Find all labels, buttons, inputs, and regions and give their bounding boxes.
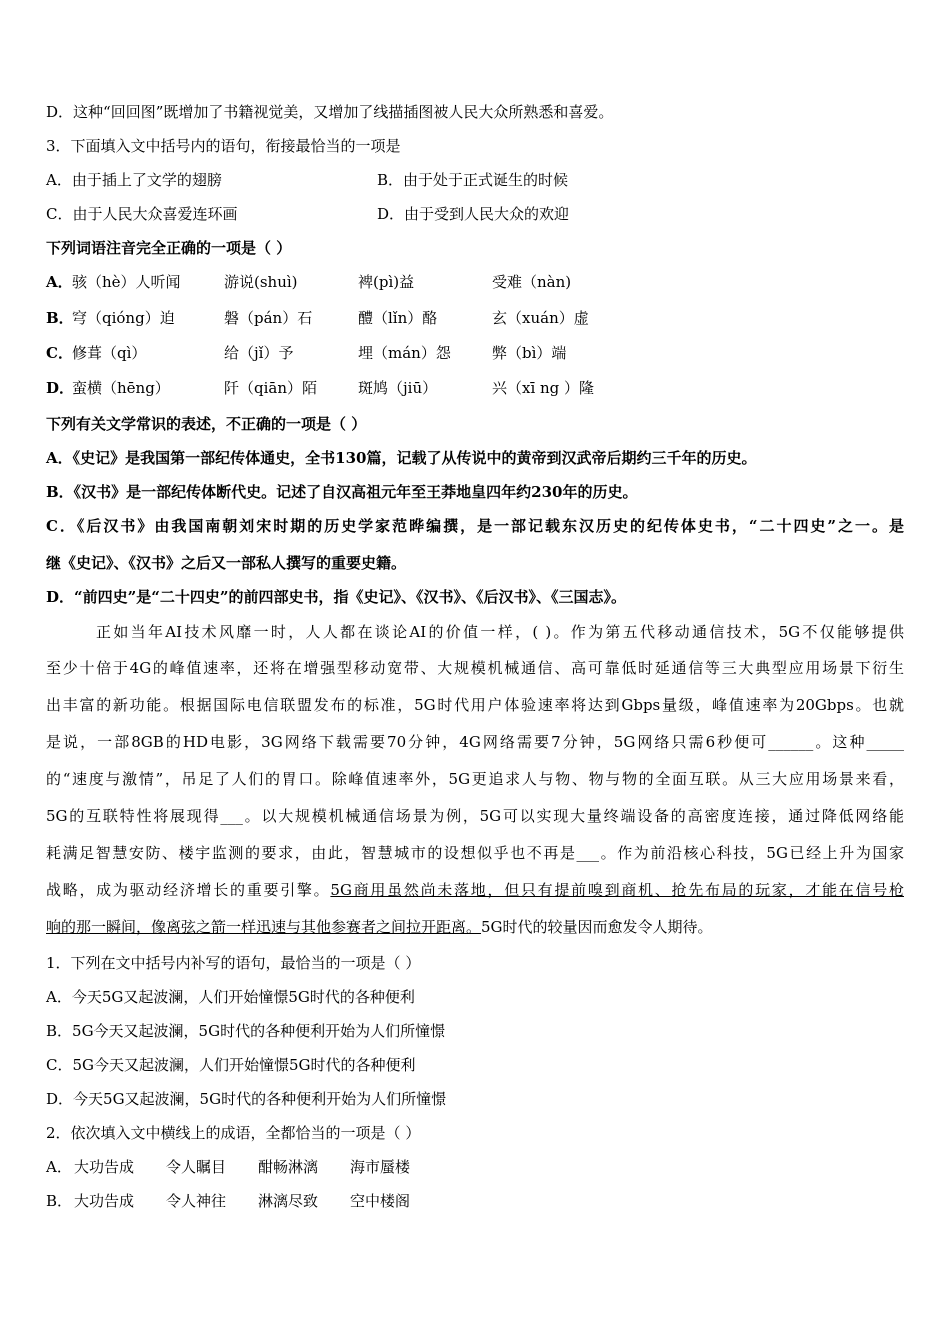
passage-line: 的“速度与激情”，吊足了人们的胃口。除峰值速率外，5G更追求人与物、物与物的全面互联。从三大应用场景来看， — [46, 770, 904, 788]
idiom: 海市蜃楼 — [350, 1158, 411, 1176]
question-3-option-b: B．由于处于正式诞生的时候 — [377, 171, 569, 189]
passage-line: 至少十倍于4G的峰值速率，还将在增强型移动宽带、大规模机械通信、高可靠低时延通信等三大典型应用场景下衍生 — [46, 659, 904, 677]
question-2-stem: 2．依次填入文中横线上的成语，全都恰当的一项是（ ） — [46, 1124, 421, 1142]
option-label: C． — [46, 344, 73, 362]
pinyin-word: 给（jǐ）予 — [224, 344, 294, 362]
passage-line: 正如当年AI技术风靡一时，人人都在谈论AI的价值一样，( )。作为第五代移动通信技术，5G不仅能够提供 — [96, 623, 904, 641]
passage-line: 出丰富的新功能。根据国际电信联盟发布的标准，5G时代用户体验速率将达到Gbps量级，峰值速率为20Gbps。也就 — [46, 696, 904, 714]
idiom: 淋漓尽致 — [258, 1192, 319, 1210]
pinyin-question-stem: 下列词语注音完全正确的一项是（ ） — [46, 239, 292, 257]
passage-line: 是说，一部8GB的HD电影，3G网络下载需要70分钟，4G网络需要7分钟，5G网络只需6秒便可______。这种_____ — [46, 733, 904, 751]
idiom: 酣畅淋漓 — [258, 1158, 319, 1176]
question-1-option-c: C．5G今天又起波澜，人们开始憧憬5G时代的各种便利 — [46, 1056, 416, 1074]
passage-text: 战略，成为驱动经济增长的重要引擎。 — [46, 881, 331, 899]
idiom: 令人瞩目 — [166, 1158, 227, 1176]
pinyin-word: 醴（lǐn）酪 — [358, 309, 438, 327]
underlined-sentence: 5G商用虽然尚未落地，但只有提前嗅到商机、抢先布局的玩家，才能在信号枪 — [330, 881, 904, 899]
idiom: 空中楼阁 — [350, 1192, 411, 1210]
pinyin-word: 蛮横（hēng） — [72, 379, 170, 397]
option-label: A． — [46, 273, 73, 291]
option-label: B． — [46, 1192, 73, 1210]
passage-line: 耗满足智慧安防、楼宇监测的要求，由此，智慧城市的设想似乎也不再是___。作为前沿核心科技，5G已经上升为国家 — [46, 844, 904, 862]
pinyin-word: 穹（qióng）迫 — [72, 309, 175, 327]
pinyin-word: 玄（xuán）虚 — [492, 309, 589, 327]
pinyin-word: 斑鸠（jiū） — [358, 379, 438, 397]
pinyin-word: 埋（mán）怨 — [358, 344, 451, 362]
pinyin-word: 骇（hè）人听闻 — [72, 273, 181, 291]
pinyin-word: 弊（bì）端 — [492, 344, 567, 362]
question-3-stem: 3．下面填入文中括号内的语句，衔接最恰当的一项是 — [46, 137, 401, 155]
question-3-option-c: C．由于人民大众喜爱连环画 — [46, 205, 238, 223]
literature-option-c-line1: C．《后汉书》由我国南朝刘宋时期的历史学家范晔编撰，是一部记载东汉历史的纪传体史书，“二十四史”之一。是 — [46, 517, 904, 535]
pinyin-word: 修葺（qì） — [72, 344, 147, 362]
passage-text: 5G时代的较量因而愈发令人期待。 — [481, 918, 713, 936]
pinyin-word: 磐（pán）石 — [224, 309, 313, 327]
passage-line — [46, 916, 713, 938]
question-1-option-d: D．今天5G又起波澜，5G时代的各种便利开始为人们所憧憬 — [46, 1090, 447, 1108]
question-1-stem: 1．下列在文中括号内补写的语句，最恰当的一项是（ ） — [46, 954, 421, 972]
literature-option-a: A．《史记》是我国第一部纪传体通史，全书130篇，记载了从传说中的黄帝到汉武帝后期约三千年的历史。 — [46, 449, 757, 467]
pinyin-word: 兴（xī ng ）隆 — [492, 379, 595, 397]
option-label: B． — [46, 309, 74, 327]
underlined-sentence: 响的那一瞬间，像离弦之箭一样迅速与其他参赛者之间拉开距离。 — [46, 918, 482, 936]
pinyin-word: 受难（nàn) — [492, 273, 572, 291]
pinyin-word: 游说(shuì) — [224, 273, 298, 291]
question-3-option-a: A．由于插上了文学的翅膀 — [46, 171, 222, 189]
literature-question-stem: 下列有关文学常识的表述，不正确的一项是（ ） — [46, 415, 367, 433]
literature-option-b: B．《汉书》是一部纪传体断代史。记述了自汉高祖元年至王莽地皇四年约230年的历史。 — [46, 483, 638, 501]
passage-line — [46, 879, 904, 901]
literature-option-c-line2: 继《史记》、《汉书》之后又一部私人撰写的重要史籍。 — [46, 554, 407, 572]
passage-line: 5G的互联特性将展现得___。以大规模机械通信场景为例，5G可以实现大量终端设备的高密度连接，通过降低网络能 — [46, 807, 904, 825]
question-1-option-a: A．今天5G又起波澜，人们开始憧憬5G时代的各种便利 — [46, 988, 415, 1006]
option-label: A． — [46, 1158, 72, 1176]
question-1-option-b: B．5G今天又起波澜，5G时代的各种便利开始为人们所憧憬 — [46, 1022, 446, 1040]
pinyin-word: 阡（qiān）陌 — [224, 379, 318, 397]
option-d-prev-question: D．这种“回回图”既增加了书籍视觉美，又增加了线描插图被人民大众所熟悉和喜爱。 — [46, 103, 614, 121]
pinyin-word: 裨(pì)益 — [358, 273, 415, 291]
question-3-option-d: D．由于受到人民大众的欢迎 — [377, 205, 570, 223]
literature-option-d: D．“前四史”是“二十四史”的前四部史书，指《史记》、《汉书》、《后汉书》、《三国志》。 — [46, 588, 627, 606]
idiom: 令人神往 — [166, 1192, 227, 1210]
option-label: D． — [46, 379, 75, 397]
idiom: 大功告成 — [74, 1158, 135, 1176]
idiom: 大功告成 — [74, 1192, 135, 1210]
